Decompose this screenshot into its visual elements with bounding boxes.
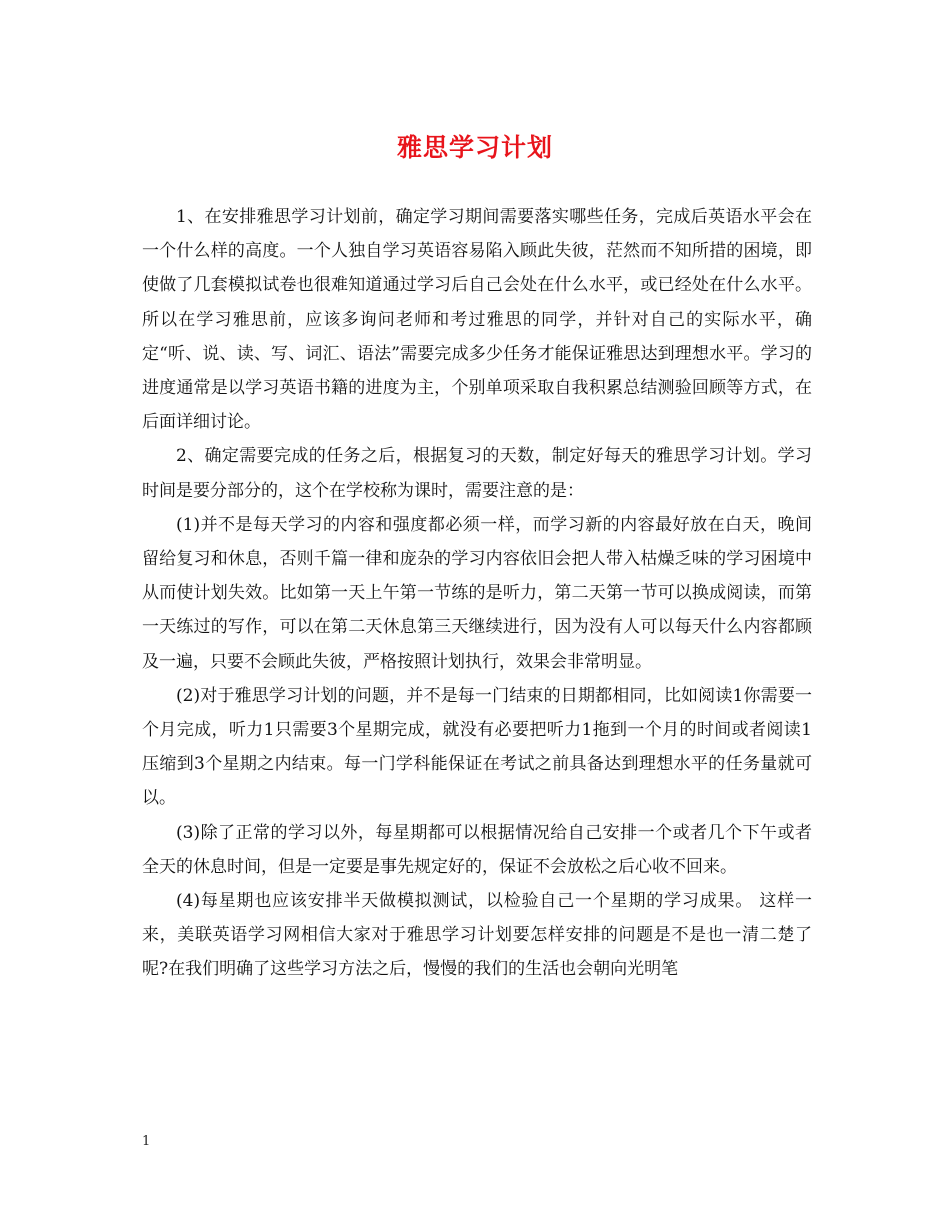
paragraph-1: 1、在安排雅思学习计划前，确定学习期间需要落实哪些任务，完成后英语水平会在一个什么样的高度。一个人独自学习英语容易陷入顾此失彼，茫然而不知所措的困境，即使做了几套模拟试卷也很难知道通过学习后自己会处在什么水平，或已经处在什么水平。所以在学习雅思前，应该多询问老师和考过雅思的同学，并针对自己的实际水平，确定“听、说、读、写、词汇、语法”需要完成多少任务才能保证雅思达到理想水平。学习的进度通常是以学习英语书籍的进度为主，个别单项采取自我积累总结测验回顾等方式，在后面详细讨论。 bbox=[142, 207, 812, 433]
paragraph-6: (4)每星期也应该安排半天做模拟测试，以检验自己一个星期的学习成果。 这样一来，美联英语学习网相信大家对于雅思学习计划要怎样安排的问题是不是也一清二楚了呢?在我们明确了这些学习方法之后，慢慢的我们的生活也会朝向光明笔 bbox=[142, 891, 812, 980]
paragraph-4: (2)对于雅思学习计划的问题，并不是每一门结束的日期都相同，比如阅读1你需要一个月完成，听力1只需要3个星期完成，就没有必要把听力1拖到一个月的时间或者阅读1压缩到3个星期之内结束。每一门学科能保证在考试之前具备达到理想水平的任务量就可以。 bbox=[142, 685, 812, 809]
page-number: 1 bbox=[142, 1134, 151, 1149]
paragraph-5: (3)除了正常的学习以外，每星期都可以根据情况给自己安排一个或者几个下午或者全天的休息时间，但是一定要是事先规定好的，保证不会放松之后心收不回来。 bbox=[142, 822, 812, 877]
document-body bbox=[142, 200, 812, 987]
paragraph-3: (1)并不是每天学习的内容和强度都必须一样，而学习新的内容最好放在白天，晚间留给复习和休息，否则千篇一律和庞杂的学习内容依旧会把人带入枯燥乏味的学习困境中从而使计划失效。比如第一天上午第一节练的是听力，第二天第一节可以换成阅读，而第一天练过的写作，可以在第二天休息第三天继续进行，因为没有人可以每天什么内容都顾及一遍，只要不会顾此失彼，严格按照计划执行，效果会非常明显。 bbox=[142, 514, 812, 672]
paragraph-2: 2、确定需要完成的任务之后，根据复习的天数，制定好每天的雅思学习计划。学习时间是要分部分的，这个在学校称为课时，需要注意的是： bbox=[142, 446, 812, 501]
document-title: 雅思学习计划 bbox=[396, 133, 553, 162]
